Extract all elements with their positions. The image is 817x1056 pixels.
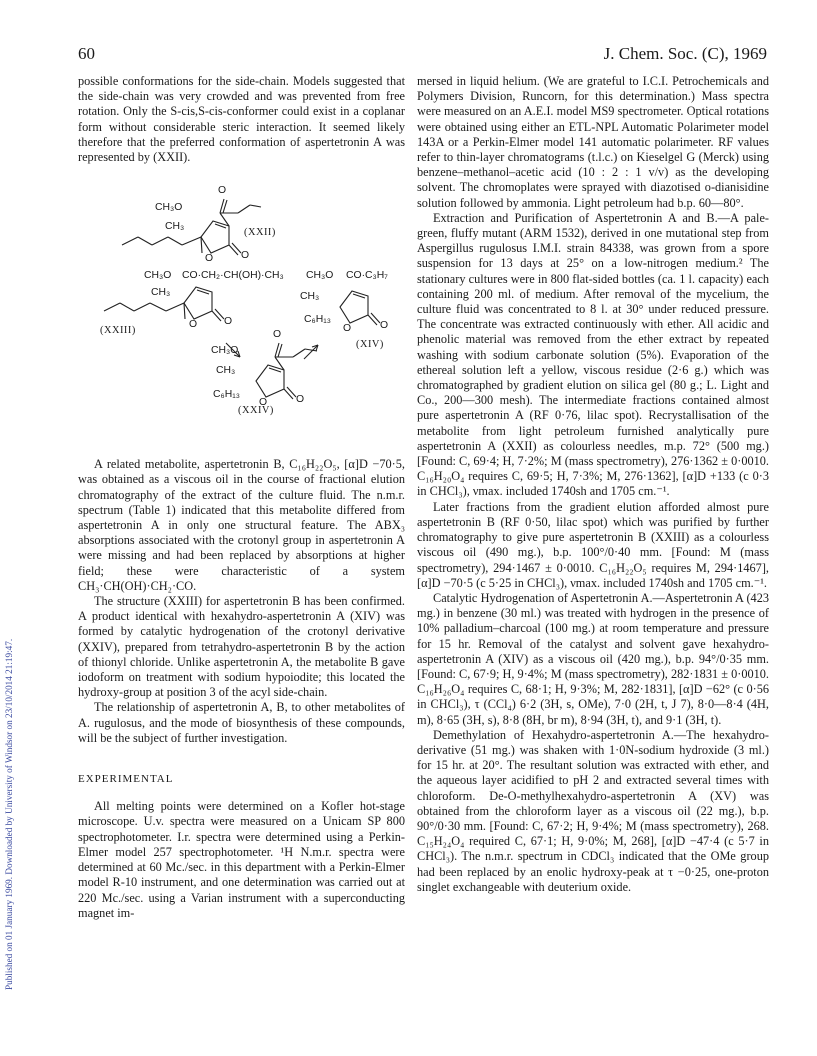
atom-label: O — [343, 323, 352, 335]
atom-label: C₆H₁₃ — [213, 389, 240, 401]
atom-label: CH₃O — [155, 202, 183, 214]
compound-ref: (XIV) — [356, 339, 384, 351]
atom-label: O — [241, 250, 250, 262]
atom-label: O — [259, 397, 268, 409]
atom-label: CH₃O — [211, 345, 239, 357]
atom-label: O — [189, 319, 198, 331]
download-watermark-text[interactable]: Published on 01 January 1969. Downloaded by University of Windsor on 23/10/2014 21:19:47. — [4, 638, 14, 990]
paragraph: Catalytic Hydrogenation of Aspertetronin A.—Aspertetronin A (423 mg.) in benzene (30 ml.) was treated with hydrogen in the presence of 10% palladium–charcoal (100 mg.) at room temperature and pressure for 15 hr. Removal of the catalyst and solvent gave hexahydro-aspertetronin A (XIV) as a viscous oil (420 mg.), b.p. 94°/0·35 mm. [Found: C, 67·9; H, 9·4%; M (mass spectrometry), 282·1831 ± 0·0010. C₁₆H₂₆O₄ requires C, 68·1; H, 9·3%; M, 282·1831], [α]D −62° (c 0·56 in CHCl₃), τ (CCl₄) 6·2 (3H, s, OMe), 7·0 (2H, t, J 7), 8·0—8·4 (4H, m), 8·65 (3H, s), 8·8 (8H, br m), 8·94 (3H, t), and 9·1 (3H, t). — [417, 590, 769, 727]
atom-label: O — [296, 394, 305, 406]
paragraph: possible conformations for the side-chain. Models suggested that the side-chain was very crowded and was prevented from free rotation. Only the S-cis,S-cis-conformer could exist in a coplanar form without considerable steric interaction. It seemed likely therefore that the preferred conformation of aspertetronin A was represented by (XXII). — [78, 74, 405, 165]
journal-name: J. Chem. Soc. (C), 1969 — [603, 44, 767, 63]
download-watermark — [4, 110, 16, 990]
paragraph: A related metabolite, aspertetronin B, C₁₆H₂₂O₅, [α]D −70·5, was obtained as a viscous oil in the course of fractional elution chromatography of the extract of the culture fluid. The n.m.r. spectrum (Table 1) indicated that this metabolite differed from aspertetronin A in only one structural feature. The ABX₃ absorptions associated with the crotonyl group in aspertetronin A were missing and had been replaced by absorptions at higher field; these were characteristic of a system CH₃·CH(OH)·CH₂·CO. — [78, 457, 405, 593]
paragraph: Demethylation of Hexahydro-aspertetronin A.—The hexahydro-derivative (51 mg.) was shaken with 1·0N-sodium hydroxide (3 ml.) for 15 hr. at 20°. The resultant solution was extracted with ether, and the aqueous layer acidified to pH 2 and extracted several times with chloroform. De-O-methylhexahydro-aspertetronin A (XV) was obtained from the chloroform layer as a viscous oil (22 mg.), b.p. 90°/0·30 mm. [Found: C, 67·2; H, 9·4%; M (mass spectrometry), 268. C₁₅H₂₄O₄ required C, 67·1; H, 9·0%; M, 268], [α]D −47·4 (c 5·7 in CHCl₃). The n.m.r. spectrum in CDCl₃ indicated that the OMe group had been replaced by an enolic hydroxy-peak at τ −0·25, one-proton singlet exchangeable with deuterium oxide. — [417, 727, 769, 894]
atom-label: CH₃ — [165, 221, 185, 233]
atom-label: CH₃ — [216, 365, 236, 377]
paragraph: Extraction and Purification of Aspertetronin A and B.—A pale-green, fluffy mutant (ARM 1532), derived in one mutational step from Aspergillus rugulosus I.M.I. strain 84338, was grown from a spore suspension for 13 days at 25° on a low-nitrogen medium.² The stationary cultures were in 800 flat-sided bottles (ca. 1 l. capacity) each containing 200 ml. of medium. After removal of the mycelium, the culture fluid was concentrated to 8 l. at 30° under reduced pressure. The concentrate was extracted continuously with ether. All acidic and phenolic material was removed from the ether extract by repeated washing with sodium carbonate solution (5%). Evaporation of the ethereal solution left a yellow, viscous residue (2·6 g.) which was chromatographed by gradient elution on silica gel (80 g.; L. Light and Co., 200—300 mesh). The intermediate fractions contained almost pure aspertetronin A (RF 0·76, lilac spot). Recrystallisation of the metabolite from light petroleum furnished analytically pure aspertetronin A (XXII) as colourless needles, m.p. 72° (500 mg.) [Found: C, 69·4; H, 7·2%; M (mass spectrometry), 276·1362 ± 0·0010. C₁₆H₂₀O₄ requires C, 69·5; H, 7·3%; M, 276·1362], [α]D +133 (c 0·3 in CHCl₃), νmax. included 1740sh and 1705 cm.⁻¹. — [417, 210, 769, 499]
left-column — [78, 74, 405, 921]
paragraph: The relationship of aspertetronin A, B, to other metabolites of A. rugulosus, and the mode of biosynthesis of these compounds, will be the subject of further investigation. — [78, 700, 405, 745]
paragraph: mersed in liquid helium. (We are grateful to I.C.I. Petrochemicals and Polymers Division, Runcorn, for this determination.) Mass spectra were measured on an A.E.I. model MS9 spectrometer. Optical rotations were obtained using either an ETL-NPL Automatic Polarimeter model 143A or a Perkin-Elmer model 141 automatic polarimeter. RF values refer to thin-layer chromatograms (t.l.c.) on Kieselgel G (Merck) using benzene–methanol–acetic acid (10 : 2 : 1 v/v) as the developing solvent. The chromoplates were sprayed with diazotised o-dianisidine solution followed by ammonia. Light petroleum had b.p. 60—80°. — [417, 74, 769, 210]
atom-label: C₆H₁₃ — [304, 314, 331, 326]
atom-label: CO·CH₂·CH(OH)·CH₃ — [182, 270, 284, 282]
atom-label: CH₃O — [306, 270, 334, 282]
compound-ref: (XXIII) — [100, 325, 136, 337]
section-heading: EXPERIMENTAL — [78, 773, 174, 786]
paragraph: The structure (XXIII) for aspertetronin B has been confirmed. A product identical with hexahydro-aspertetronin A (XIV) was formed by catalytic hydrogenation of the crotonyl derivative (XXIV), prepared from tetrahydro-aspertetronin B by the action of thionyl chloride. Unlike aspertetronin A, the metabolite B gave iodoform on treatment with sodium hypoiodite; this located the hydroxy-group at position 3 of the acyl side-chain. — [78, 594, 405, 700]
atom-label: O — [273, 329, 282, 341]
atom-label: O — [224, 316, 233, 328]
atom-label: CH₃ — [151, 287, 171, 299]
atom-label: CH₃O — [144, 270, 172, 282]
atom-label: O — [205, 253, 214, 265]
paragraph: All melting points were determined on a Kofler hot-stage microscope. U.v. spectra were measured on a Unicam SP 800 spectrophotometer. I.r. spectra were determined using a Perkin-Elmer model 257 spectrophotometer. ¹H N.m.r. spectra were determined at 60 Mc./sec. in this department with a Perkin-Elmer model R-10 instrument, and one determination was carried out at 220 Mc./sec. using a Varian instrument with a superconducting magnet im- — [78, 799, 405, 920]
paragraph: Later fractions from the gradient elution afforded almost pure aspertetronin B (RF 0·50, lilac spot) which was purified by further chromatography to give pure aspertetronin B (XXIII) as a colourless viscous oil (490 mg.), b.p. 100°/0·40 mm. [Found: M (mass spectrometry), 294·1467 ± 0·0010. C₁₆H₂₂O₅ requires M, 294·1467], [α]D −70·5 (c 5·25 in CHCl₃), νmax. included 1740sh and 1705 cm.⁻¹. — [417, 499, 769, 590]
atom-label: CH₃ — [300, 291, 320, 303]
right-column — [417, 74, 769, 895]
atom-label: CO·C₃H₇ — [346, 270, 388, 282]
page-header — [78, 44, 767, 66]
page-number: 60 — [78, 44, 95, 63]
atom-label: O — [380, 320, 389, 332]
atom-label: O — [218, 185, 227, 197]
compound-ref: (XXIV) — [238, 405, 274, 417]
compound-ref: (XXII) — [244, 227, 276, 239]
structure-figure — [78, 183, 405, 441]
